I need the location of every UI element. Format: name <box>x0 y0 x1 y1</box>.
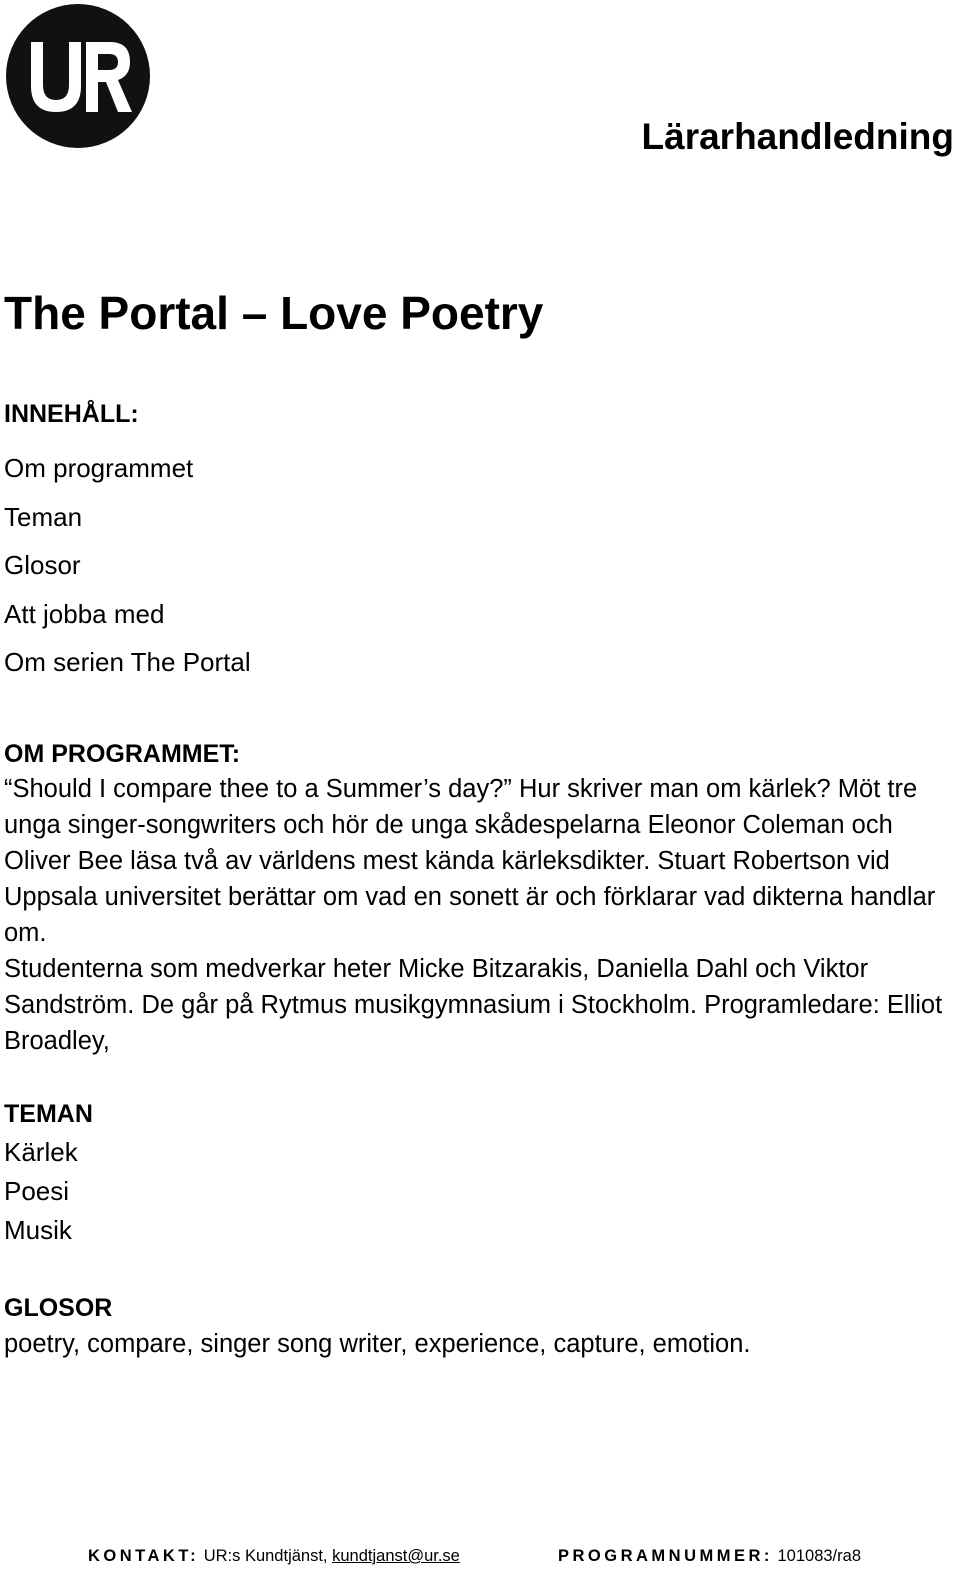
theme-item: Musik <box>4 1215 72 1245</box>
about-heading: OM PROGRAMMET: <box>4 740 241 768</box>
contact-email-link[interactable]: kundtjanst@ur.se <box>332 1547 460 1565</box>
footer-contact <box>88 1545 460 1567</box>
glossary-heading: GLOSOR <box>4 1294 113 1322</box>
themes-list <box>4 1133 78 1250</box>
contents-item: Om programmet <box>4 453 194 483</box>
themes-heading: TEMAN <box>4 1100 93 1128</box>
contents-item: Om serien The Portal <box>4 647 251 678</box>
page-title: The Portal – Love Poetry <box>4 287 544 339</box>
contact-text: UR:s Kundtjänst, <box>203 1547 328 1565</box>
contents-item: Att jobba med <box>4 598 165 629</box>
about-paragraph-1: “Should I compare thee to a Summer’s day?” Hur skriver man om kärlek? Möt tre unga singer-songwriters och hör de unga skådespelarna Eleonor Coleman och Oliver Bee läsa två av världens mest kända kärleksdikter. Stuart Robertson vid Uppsala universitet berättar om vad en sonett är och förklarar vad dikterna handlar om. <box>4 775 936 947</box>
footer-program-number <box>558 1545 861 1567</box>
ur-logo <box>6 4 150 148</box>
program-number-value: 101083/ra8 <box>777 1547 861 1565</box>
contents-item: Glosor <box>4 550 81 581</box>
contents-item: Teman <box>4 501 83 532</box>
document-type: Lärarhandledning <box>641 116 954 157</box>
program-number-label: PROGRAMNUMMER: <box>558 1547 773 1565</box>
theme-item: Poesi <box>4 1176 70 1206</box>
about-paragraph-2: Studenterna som medverkar heter Micke Bitzarakis, Daniella Dahl och Viktor Sandström. De går på Rytmus musikgymnasium i Stockholm. Programledare: Elliot Broadley, <box>4 955 943 1055</box>
glossary-text: poetry, compare, singer song writer, experience, capture, emotion. <box>4 1330 751 1358</box>
contents-list <box>4 444 251 687</box>
theme-item: Kärlek <box>4 1137 78 1167</box>
contents-heading: INNEHÅLL: <box>4 400 139 428</box>
contact-label: KONTAKT: <box>88 1547 200 1565</box>
